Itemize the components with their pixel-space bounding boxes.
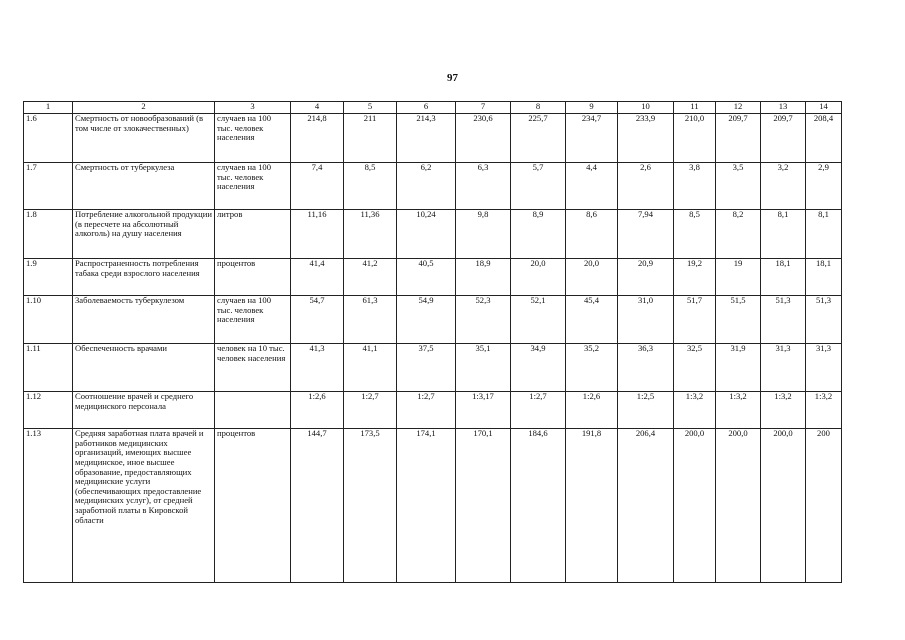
value-cell: 6,2 <box>397 163 456 210</box>
indicator-name: Потребление алкогольной продукции (в пересчете на абсолютный алкоголь) на душу населения <box>73 210 215 259</box>
value-cell: 7,4 <box>291 163 344 210</box>
value-cell: 4,4 <box>566 163 618 210</box>
value-cell: 31,0 <box>618 296 674 344</box>
indicators-table <box>23 101 842 583</box>
value-cell: 8,5 <box>344 163 397 210</box>
value-cell: 54,7 <box>291 296 344 344</box>
value-cell: 51,5 <box>716 296 761 344</box>
indicator-name: Обеспеченность врачами <box>73 344 215 392</box>
value-cell: 214,3 <box>397 114 456 163</box>
row-number: 1.7 <box>24 163 73 210</box>
value-cell: 174,1 <box>397 429 456 583</box>
value-cell: 51,3 <box>806 296 842 344</box>
table-row <box>24 392 842 429</box>
table-row <box>24 163 842 210</box>
value-cell: 200,0 <box>716 429 761 583</box>
row-number: 1.6 <box>24 114 73 163</box>
value-cell: 8,2 <box>716 210 761 259</box>
unit-cell: процентов <box>215 429 291 583</box>
indicator-name: Смертность от новообразований (в том числе от злокачественных) <box>73 114 215 163</box>
unit-cell: человек на 10 тыс. человек населения <box>215 344 291 392</box>
column-header: 14 <box>806 102 842 114</box>
value-cell: 200,0 <box>674 429 716 583</box>
column-header: 6 <box>397 102 456 114</box>
value-cell: 35,1 <box>456 344 511 392</box>
value-cell: 11,36 <box>344 210 397 259</box>
value-cell: 31,9 <box>716 344 761 392</box>
value-cell: 8,1 <box>806 210 842 259</box>
column-header: 10 <box>618 102 674 114</box>
column-header: 4 <box>291 102 344 114</box>
value-cell: 200 <box>806 429 842 583</box>
value-cell: 20,0 <box>511 259 566 296</box>
row-number: 1.12 <box>24 392 73 429</box>
value-cell: 210,0 <box>674 114 716 163</box>
value-cell: 8,9 <box>511 210 566 259</box>
indicator-name: Заболеваемость туберкулезом <box>73 296 215 344</box>
unit-cell: процентов <box>215 259 291 296</box>
table-row <box>24 210 842 259</box>
value-cell: 230,6 <box>456 114 511 163</box>
value-cell: 19,2 <box>674 259 716 296</box>
value-cell: 209,7 <box>716 114 761 163</box>
value-cell: 31,3 <box>806 344 842 392</box>
value-cell: 1:2,5 <box>618 392 674 429</box>
unit-cell: случаев на 100 тыс. человек населения <box>215 296 291 344</box>
value-cell: 32,5 <box>674 344 716 392</box>
value-cell: 3,2 <box>761 163 806 210</box>
value-cell: 52,1 <box>511 296 566 344</box>
value-cell: 1:2,6 <box>566 392 618 429</box>
value-cell: 184,6 <box>511 429 566 583</box>
indicator-name: Распространенность потребления табака среди взрослого населения <box>73 259 215 296</box>
unit-cell <box>215 392 291 429</box>
column-header: 11 <box>674 102 716 114</box>
column-header: 3 <box>215 102 291 114</box>
value-cell: 45,4 <box>566 296 618 344</box>
value-cell: 191,8 <box>566 429 618 583</box>
column-header: 9 <box>566 102 618 114</box>
indicator-name: Средняя заработная плата врачей и работников медицинских организаций, имеющих высшее медицинское, иное высшее образование, предоставляющих медицинские услуги (обеспечивающих предоставление медицинских услуг), от средней заработной платы в Кировской области <box>73 429 215 583</box>
value-cell: 41,1 <box>344 344 397 392</box>
value-cell: 41,4 <box>291 259 344 296</box>
table-row <box>24 296 842 344</box>
row-number: 1.10 <box>24 296 73 344</box>
value-cell: 144,7 <box>291 429 344 583</box>
value-cell: 19 <box>716 259 761 296</box>
value-cell: 209,7 <box>761 114 806 163</box>
value-cell: 1:2,7 <box>397 392 456 429</box>
column-header: 5 <box>344 102 397 114</box>
value-cell: 41,2 <box>344 259 397 296</box>
value-cell: 7,94 <box>618 210 674 259</box>
value-cell: 18,1 <box>761 259 806 296</box>
value-cell: 208,4 <box>806 114 842 163</box>
value-cell: 9,8 <box>456 210 511 259</box>
value-cell: 54,9 <box>397 296 456 344</box>
value-cell: 10,24 <box>397 210 456 259</box>
value-cell: 37,5 <box>397 344 456 392</box>
indicator-name: Соотношение врачей и среднего медицинского персонала <box>73 392 215 429</box>
value-cell: 20,9 <box>618 259 674 296</box>
value-cell: 51,7 <box>674 296 716 344</box>
value-cell: 18,9 <box>456 259 511 296</box>
value-cell: 8,1 <box>761 210 806 259</box>
value-cell: 1:3,2 <box>806 392 842 429</box>
value-cell: 1:3,2 <box>761 392 806 429</box>
value-cell: 170,1 <box>456 429 511 583</box>
value-cell: 36,3 <box>618 344 674 392</box>
value-cell: 214,8 <box>291 114 344 163</box>
table-row <box>24 429 842 583</box>
value-cell: 31,3 <box>761 344 806 392</box>
value-cell: 6,3 <box>456 163 511 210</box>
value-cell: 211 <box>344 114 397 163</box>
value-cell: 234,7 <box>566 114 618 163</box>
column-header: 8 <box>511 102 566 114</box>
value-cell: 61,3 <box>344 296 397 344</box>
column-header: 12 <box>716 102 761 114</box>
value-cell: 2,6 <box>618 163 674 210</box>
value-cell: 41,3 <box>291 344 344 392</box>
value-cell: 35,2 <box>566 344 618 392</box>
value-cell: 173,5 <box>344 429 397 583</box>
column-header: 13 <box>761 102 806 114</box>
unit-cell: случаев на 100 тыс. человек населения <box>215 163 291 210</box>
value-cell: 34,9 <box>511 344 566 392</box>
value-cell: 1:3,17 <box>456 392 511 429</box>
table-row <box>24 114 842 163</box>
value-cell: 233,9 <box>618 114 674 163</box>
table-row <box>24 344 842 392</box>
indicator-name: Смертность от туберкулеза <box>73 163 215 210</box>
value-cell: 1:2,6 <box>291 392 344 429</box>
value-cell: 52,3 <box>456 296 511 344</box>
value-cell: 225,7 <box>511 114 566 163</box>
header-row <box>24 102 842 114</box>
value-cell: 1:3,2 <box>716 392 761 429</box>
unit-cell: случаев на 100 тыс. человек населения <box>215 114 291 163</box>
value-cell: 200,0 <box>761 429 806 583</box>
page-number: 97 <box>447 72 458 84</box>
value-cell: 8,6 <box>566 210 618 259</box>
value-cell: 2,9 <box>806 163 842 210</box>
column-header: 2 <box>73 102 215 114</box>
value-cell: 20,0 <box>566 259 618 296</box>
row-number: 1.11 <box>24 344 73 392</box>
row-number: 1.13 <box>24 429 73 583</box>
value-cell: 1:2,7 <box>344 392 397 429</box>
row-number: 1.9 <box>24 259 73 296</box>
unit-cell: литров <box>215 210 291 259</box>
value-cell: 18,1 <box>806 259 842 296</box>
column-header: 1 <box>24 102 73 114</box>
value-cell: 8,5 <box>674 210 716 259</box>
table-row <box>24 259 842 296</box>
value-cell: 3,8 <box>674 163 716 210</box>
column-header: 7 <box>456 102 511 114</box>
value-cell: 3,5 <box>716 163 761 210</box>
value-cell: 5,7 <box>511 163 566 210</box>
row-number: 1.8 <box>24 210 73 259</box>
value-cell: 1:2,7 <box>511 392 566 429</box>
value-cell: 11,16 <box>291 210 344 259</box>
value-cell: 40,5 <box>397 259 456 296</box>
value-cell: 51,3 <box>761 296 806 344</box>
value-cell: 206,4 <box>618 429 674 583</box>
value-cell: 1:3,2 <box>674 392 716 429</box>
